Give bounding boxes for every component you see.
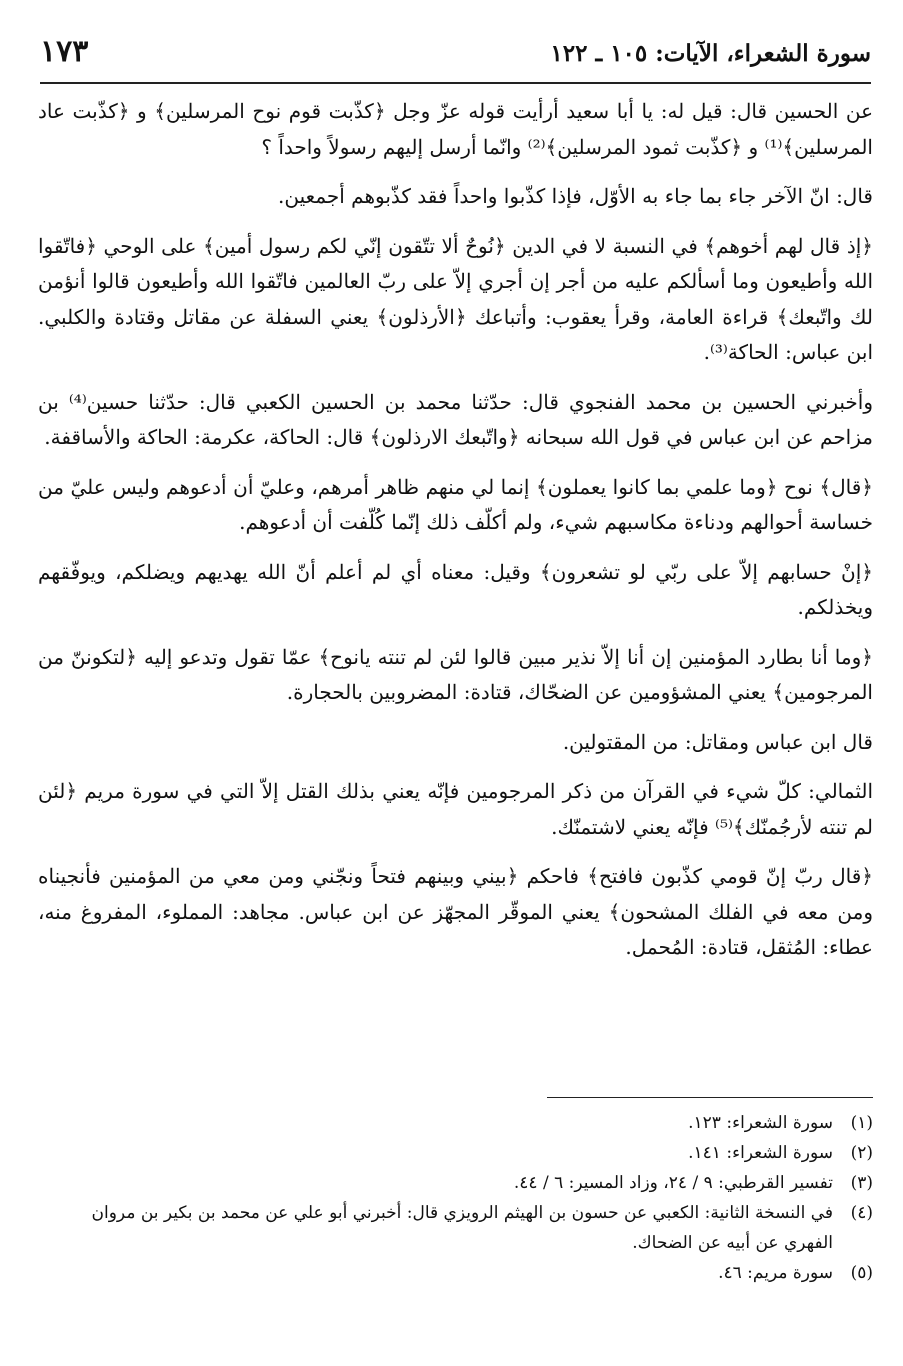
footnote-text: سورة مريم: ٤٦. — [718, 1263, 833, 1283]
footnote-text: سورة الشعراء: ١٤١. — [688, 1143, 833, 1163]
footnote-number: (٣) — [850, 1173, 873, 1193]
paragraph: وأخبرني الحسين بن محمد الفنجوي قال: حدّثنا محمد بن الحسين الكعبي قال: حدّثنا حسين⁽⁴⁾ بن مزاحم عن ابن عباس في قول الله سبحانه ﴿واتّبعك الارذلون﴾ قال: الحاكة، عكرمة: الحاكة والأساقفة. — [38, 389, 874, 449]
footnote-text: تفسير القرطبي: ٩ / ٢٤، وزاد المسير: ٦ / ٤٤. — [513, 1173, 833, 1193]
paragraph: ﴿إنْ حسابهم إلاّ على ربّي لو تشعرون﴾ وقيل: معناه أي لم أعلم أنّ الله يهديهم ويضلكم، ويوفّقهم ويخذلكم. — [38, 559, 873, 619]
footnote-number: (٥) — [850, 1263, 873, 1283]
paragraph: ﴿وما أنا بطارد المؤمنين إن أنا إلاّ نذير مبين قالوا لئن لم تنته يانوح﴾ عمّا تقول وتدعو إليه ﴿لتكوننّ من المرجومين﴾ يعني المشؤومين عن الضحّاك، قتادة: المضروبين بالحجارة. — [38, 644, 873, 704]
footnote-number: (١) — [850, 1113, 873, 1133]
running-title: سورة الشعراء، الآيات: ١٠٥ ـ ١٢٢ — [550, 40, 871, 67]
main-text — [38, 94, 873, 976]
footnote — [38, 1168, 873, 1198]
footnote-text: سورة الشعراء: ١٢٣. — [688, 1113, 833, 1133]
footnote-number: (٢) — [850, 1143, 873, 1163]
footnote — [38, 1198, 873, 1258]
paragraph: قال: انّ الآخر جاء بما جاء به الأوّل، فإذا كذّبوا واحداً فقد كذّبوهم أجمعين. — [278, 184, 873, 208]
paragraph: قال ابن عباس ومقاتل: من المقتولين. — [562, 729, 873, 754]
footnote-number: (٤) — [850, 1203, 873, 1223]
paragraph: عن الحسين قال: قيل له: يا أبا سعيد أرأيت قوله عزّ وجل ﴿كذّبت قوم نوح المرسلين﴾ و ﴿كذّبت عاد المرسلين﴾⁽¹⁾ و ﴿كذّبت ثمود المرسلين﴾⁽²⁾ وانّما أرسل إليهم رسولاً واحداً ؟ — [38, 99, 874, 159]
page-header — [40, 34, 871, 84]
paragraph: الثمالي: كلّ شيء في القرآن من ذكر المرجومين فإنّه يعني بذلك القتل إلاّ التي في سورة مريم ﴿لئن لم تنته لأرجُمنّك﴾⁽⁵⁾ فإنّه يعني لاشتمنّك. — [38, 779, 873, 839]
footnote — [38, 1138, 873, 1168]
footnote — [38, 1258, 873, 1288]
paragraph: ﴿قال﴾ نوح ﴿وما علمي بما كانوا يعملون﴾ إنما لي منهم ظاهر أمرهم، وعليّ أن أدعوهم وليس عليّ من خساسة أحوالهم ودناءة مكاسبهم شيء، ولم أكلّف ذلك إنّما كُلّفت أن أدعوهم. — [38, 474, 873, 534]
paragraph: ﴿قال ربّ إنّ قومي كذّبون فافتح﴾ فاحكم ﴿بيني وبينهم فتحاً ونجّني ومن معي من المؤمنين فأنجيناه ومن معه في الفلك المشحون﴾ يعني الموقّر المجهّز عن ابن عباس. مجاهد: المملوء، المفروغ منه، عطاء: المُثقل، قتادة: المُحمل. — [38, 864, 873, 959]
footnote-text: في النسخة الثانية: الكعبي عن حسون بن الهيثم الرويزي قال: أخبرني أبو علي عن محمد بن بكير بن مروان الفهري عن أبيه عن الضحاك. — [91, 1203, 833, 1253]
footnote — [38, 1108, 873, 1138]
footnote-divider — [547, 1097, 873, 1098]
page-number: ١٧٣ — [40, 34, 89, 69]
footnotes — [38, 1108, 873, 1288]
paragraph: ﴿إذ قال لهم أخوهم﴾ في النسبة لا في الدين ﴿نُوحٌ ألا تتّقون إنّي لكم رسول أمين﴾ على الوحي ﴿فاتّقوا الله وأطيعون وما أسألكم عليه من أجر إن أجري إلاّ على ربّ العالمين فاتّقوا الله وأطيعون قالوا أنؤمن لك واتّبعك﴾ قراءة العامة، وقرأ يعقوب: وأتباعك ﴿الأرذلون﴾ يعني السفلة عن مقاتل وقتادة والكلبي. ابن عباس: الحاكة⁽³⁾. — [38, 233, 873, 364]
